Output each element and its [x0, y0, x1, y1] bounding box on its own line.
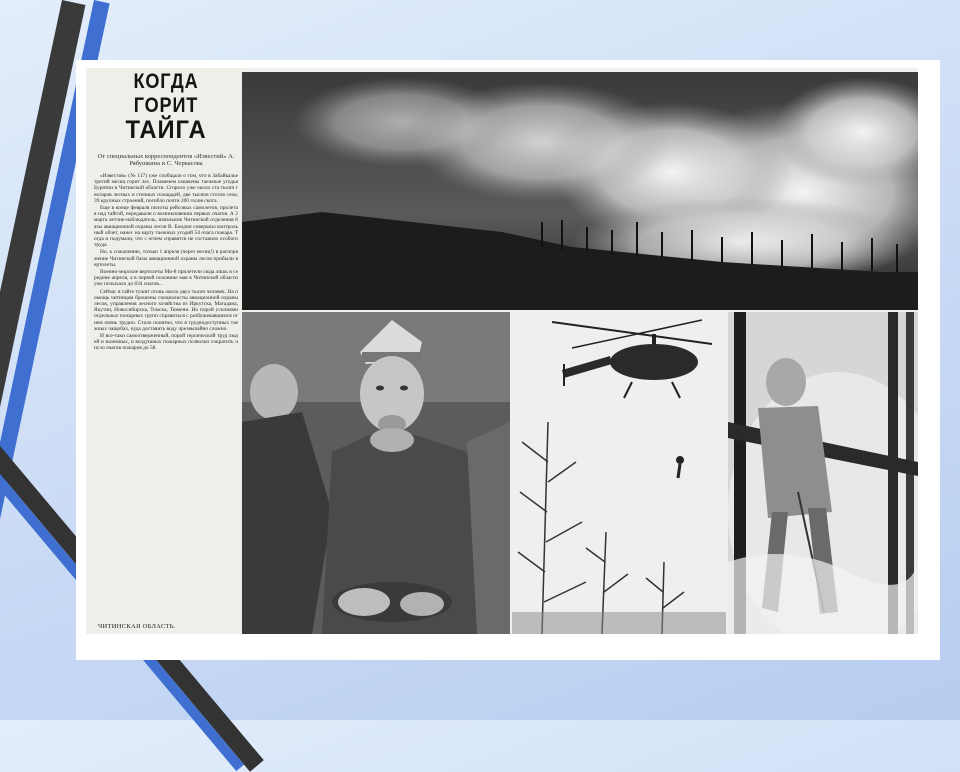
photo-firefighter-in-smoke — [728, 312, 918, 634]
article-headline-line2: ТАЙГА — [125, 116, 207, 144]
article-byline: От специальных корреспондентов «Известий» А. Рябушкина и С. Черкасова — [97, 153, 235, 167]
newspaper-clipping — [86, 68, 918, 634]
photo-firefighters-resting — [242, 312, 510, 634]
photo-forest-fire-smoke — [242, 72, 918, 310]
article-paragraph: «Известия» (№ 117) уже сообщали о том, что в Забайкалье третий месяц горит лес. Пламенем охвачены таежные угодья Бурятии и Читинской области. Сгорело уже около ста тысяч гектаров лесных и степных площадей, две тысячи стогов сена, 39 крупных строений, погибло почти 200 голов скота. — [94, 173, 238, 204]
article-signature: ЧИТИНСКАЯ ОБЛАСТЬ. — [98, 623, 176, 630]
article-paragraph: Военно-морские вертолеты Ми-8 прилетели сюда лишь в середине апреля, а в первой половине мая в Читинской области уже полыхало до 834 очагов... — [94, 269, 238, 288]
article-paragraph: Еще в конце февраля пилоты рейсовых самолетов, пролетая над тайгой, передавали о возникновении первых очагов. А 2 марта летчик-наблюдатель, начальник Читинской отделения базы авиационной охраны лесов В. Бондин совершил контрольный облет, нанес на карту таежных угодий 54 очага пожара. Тогда и подумали, что с огнем справятся не составило особого труда. — [94, 205, 238, 249]
article-body — [94, 173, 238, 352]
article-column — [90, 68, 242, 634]
article-paragraph: Сейчас в тайге тушит огонь около двух тысяч человек. На помощь читинцам брошены специалисты авиационной охраны лесов, управления лесного хозяйства из Иркутска, Магадана, Якутии, Новосибирска, Томска, Тюмени. Но порой усилиями отдельных пожарных групп справиться с разбушевавшимся огнем очень трудно. Стало понятно, что в труднодоступных таежных чащобах, куда доставить воду чрезвычайно сложно. — [94, 288, 238, 332]
article-headline-line1: КОГДА ГОРИТ — [133, 70, 199, 117]
article-paragraph: Но, к сожалению, только 1 апреля (через месяц!) в распоряжение Читинской базы авиационной охраны лесов прибыли вертолеты. — [94, 249, 238, 268]
article-paragraph: И все-таки самоотверженный, порой героический труд людей и наземных, и воздушных пожарных позволил сократить число очагов пожаров до 58. — [94, 333, 238, 352]
photo-helicopter — [512, 312, 726, 634]
